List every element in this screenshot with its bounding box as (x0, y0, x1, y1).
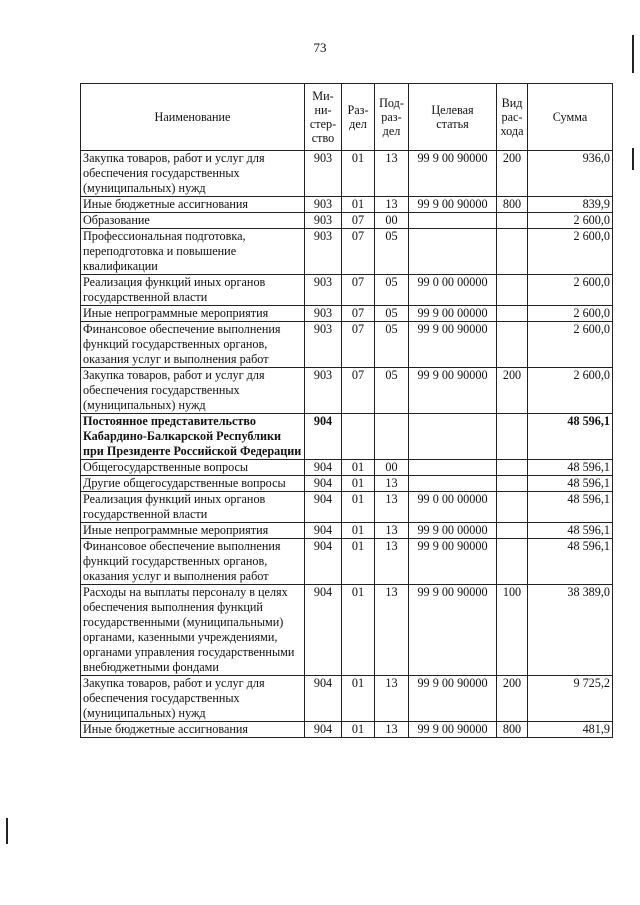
cell-expense (497, 476, 528, 492)
cell-name: Закупка товаров, работ и услуг для обеспечения государственных (муниципальных) нужд (81, 151, 305, 197)
cell-sum: 481,9 (528, 722, 613, 738)
cell-sum: 2 600,0 (528, 306, 613, 322)
page-number: 73 (313, 40, 327, 55)
table-row (81, 676, 613, 722)
cell-subsection: 13 (375, 197, 409, 213)
scan-edge-mark (632, 35, 634, 73)
table-row (81, 306, 613, 322)
header-subsection: Под- раз- дел (375, 84, 409, 151)
cell-target: 99 0 00 00000 (409, 492, 497, 523)
cell-subsection: 13 (375, 476, 409, 492)
table-row (81, 368, 613, 414)
cell-ministry: 904 (305, 476, 342, 492)
table-row (81, 539, 613, 585)
cell-sum: 2 600,0 (528, 368, 613, 414)
cell-subsection: 13 (375, 585, 409, 676)
cell-subsection: 13 (375, 676, 409, 722)
cell-section: 07 (342, 275, 375, 306)
cell-subsection: 13 (375, 523, 409, 539)
cell-ministry: 904 (305, 722, 342, 738)
scan-edge-mark (632, 148, 634, 170)
header-sum: Сумма (528, 84, 613, 151)
cell-section: 07 (342, 306, 375, 322)
cell-section: 07 (342, 368, 375, 414)
cell-section: 01 (342, 523, 375, 539)
table-row (81, 414, 613, 460)
table-row (81, 722, 613, 738)
cell-name: Расходы на выплаты персоналу в целях обеспечения выполнения функций государственными (муниципальными) органами, казенными учреждениями, органами управления государственными внебюджетными фондами (81, 585, 305, 676)
cell-target: 99 9 00 90000 (409, 722, 497, 738)
cell-target (409, 476, 497, 492)
cell-name: Постоянное представительство Кабардино-Балкарской Республики при Президенте Российской Федерации (81, 414, 305, 460)
cell-section: 01 (342, 722, 375, 738)
cell-expense (497, 414, 528, 460)
cell-name: Общегосударственные вопросы (81, 460, 305, 476)
budget-table (80, 83, 613, 738)
cell-sum: 839,9 (528, 197, 613, 213)
cell-name: Иные бюджетные ассигнования (81, 722, 305, 738)
cell-expense: 200 (497, 676, 528, 722)
table-row (81, 197, 613, 213)
cell-subsection: 05 (375, 322, 409, 368)
table-row (81, 275, 613, 306)
cell-expense (497, 306, 528, 322)
cell-section: 01 (342, 492, 375, 523)
cell-subsection: 13 (375, 151, 409, 197)
cell-ministry: 904 (305, 523, 342, 539)
cell-target: 99 9 00 90000 (409, 539, 497, 585)
cell-subsection: 13 (375, 539, 409, 585)
cell-target: 99 9 00 90000 (409, 368, 497, 414)
table-row (81, 585, 613, 676)
cell-subsection: 05 (375, 229, 409, 275)
table-row (81, 213, 613, 229)
cell-sum: 48 596,1 (528, 460, 613, 476)
cell-section (342, 414, 375, 460)
cell-target: 99 9 00 90000 (409, 676, 497, 722)
cell-section: 07 (342, 322, 375, 368)
scan-edge-mark (6, 818, 8, 844)
header-target: Целевая статья (409, 84, 497, 151)
cell-section: 01 (342, 676, 375, 722)
cell-target: 99 9 00 00000 (409, 523, 497, 539)
table-row (81, 476, 613, 492)
table-header-row (81, 84, 613, 151)
cell-expense (497, 229, 528, 275)
header-ministry: Ми- ни- стер- ство (305, 84, 342, 151)
cell-sum: 48 596,1 (528, 414, 613, 460)
header-expense: Вид рас- хода (497, 84, 528, 151)
cell-ministry: 903 (305, 322, 342, 368)
cell-sum: 2 600,0 (528, 275, 613, 306)
cell-name: Иные непрограммные мероприятия (81, 306, 305, 322)
cell-subsection (375, 414, 409, 460)
cell-subsection: 05 (375, 275, 409, 306)
cell-name: Образование (81, 213, 305, 229)
cell-name: Профессиональная подготовка, переподготовка и повышение квалификации (81, 229, 305, 275)
table-row (81, 151, 613, 197)
cell-target (409, 460, 497, 476)
cell-expense (497, 523, 528, 539)
cell-section: 07 (342, 213, 375, 229)
cell-target: 99 9 00 00000 (409, 306, 497, 322)
cell-expense (497, 492, 528, 523)
cell-target (409, 414, 497, 460)
table-row (81, 460, 613, 476)
cell-ministry: 904 (305, 460, 342, 476)
cell-ministry: 904 (305, 585, 342, 676)
cell-expense (497, 539, 528, 585)
cell-expense: 200 (497, 368, 528, 414)
cell-ministry: 903 (305, 151, 342, 197)
cell-subsection: 00 (375, 213, 409, 229)
cell-subsection: 13 (375, 722, 409, 738)
cell-name: Реализация функций иных органов государственной власти (81, 275, 305, 306)
cell-section: 01 (342, 460, 375, 476)
cell-ministry: 903 (305, 197, 342, 213)
cell-target (409, 213, 497, 229)
cell-name: Иные бюджетные ассигнования (81, 197, 305, 213)
cell-subsection: 05 (375, 306, 409, 322)
cell-section: 01 (342, 476, 375, 492)
cell-sum: 38 389,0 (528, 585, 613, 676)
cell-subsection: 05 (375, 368, 409, 414)
table-row (81, 322, 613, 368)
cell-sum: 2 600,0 (528, 213, 613, 229)
cell-section: 01 (342, 151, 375, 197)
cell-sum: 48 596,1 (528, 476, 613, 492)
cell-expense: 100 (497, 585, 528, 676)
cell-ministry: 904 (305, 414, 342, 460)
cell-ministry: 903 (305, 229, 342, 275)
cell-target: 99 0 00 00000 (409, 275, 497, 306)
cell-ministry: 903 (305, 275, 342, 306)
header-section: Раз- дел (342, 84, 375, 151)
cell-name: Закупка товаров, работ и услуг для обеспечения государственных (муниципальных) нужд (81, 368, 305, 414)
cell-subsection: 00 (375, 460, 409, 476)
cell-sum: 9 725,2 (528, 676, 613, 722)
cell-sum: 48 596,1 (528, 539, 613, 585)
cell-expense: 800 (497, 722, 528, 738)
cell-sum: 2 600,0 (528, 322, 613, 368)
cell-ministry: 903 (305, 368, 342, 414)
cell-section: 01 (342, 197, 375, 213)
header-name: Наименование (81, 84, 305, 151)
cell-sum: 48 596,1 (528, 523, 613, 539)
cell-sum: 2 600,0 (528, 229, 613, 275)
cell-sum: 48 596,1 (528, 492, 613, 523)
cell-target: 99 9 00 90000 (409, 585, 497, 676)
cell-target: 99 9 00 90000 (409, 322, 497, 368)
cell-subsection: 13 (375, 492, 409, 523)
cell-ministry: 904 (305, 676, 342, 722)
cell-target (409, 229, 497, 275)
cell-section: 07 (342, 229, 375, 275)
cell-expense (497, 275, 528, 306)
cell-target: 99 9 00 90000 (409, 151, 497, 197)
cell-ministry: 903 (305, 213, 342, 229)
cell-section: 01 (342, 539, 375, 585)
cell-section: 01 (342, 585, 375, 676)
cell-target: 99 9 00 90000 (409, 197, 497, 213)
table-row (81, 492, 613, 523)
cell-expense (497, 460, 528, 476)
table-row (81, 229, 613, 275)
cell-name: Финансовое обеспечение выполнения функций государственных органов, оказания услуг и выполнения работ (81, 539, 305, 585)
cell-ministry: 903 (305, 306, 342, 322)
cell-name: Закупка товаров, работ и услуг для обеспечения государственных (муниципальных) нужд (81, 676, 305, 722)
cell-ministry: 904 (305, 492, 342, 523)
cell-expense: 800 (497, 197, 528, 213)
cell-ministry: 904 (305, 539, 342, 585)
table-row (81, 523, 613, 539)
cell-name: Реализация функций иных органов государственной власти (81, 492, 305, 523)
cell-name: Финансовое обеспечение выполнения функций государственных органов, оказания услуг и выполнения работ (81, 322, 305, 368)
cell-sum: 936,0 (528, 151, 613, 197)
cell-name: Иные непрограммные мероприятия (81, 523, 305, 539)
cell-expense: 200 (497, 151, 528, 197)
cell-expense (497, 322, 528, 368)
cell-expense (497, 213, 528, 229)
cell-name: Другие общегосударственные вопросы (81, 476, 305, 492)
